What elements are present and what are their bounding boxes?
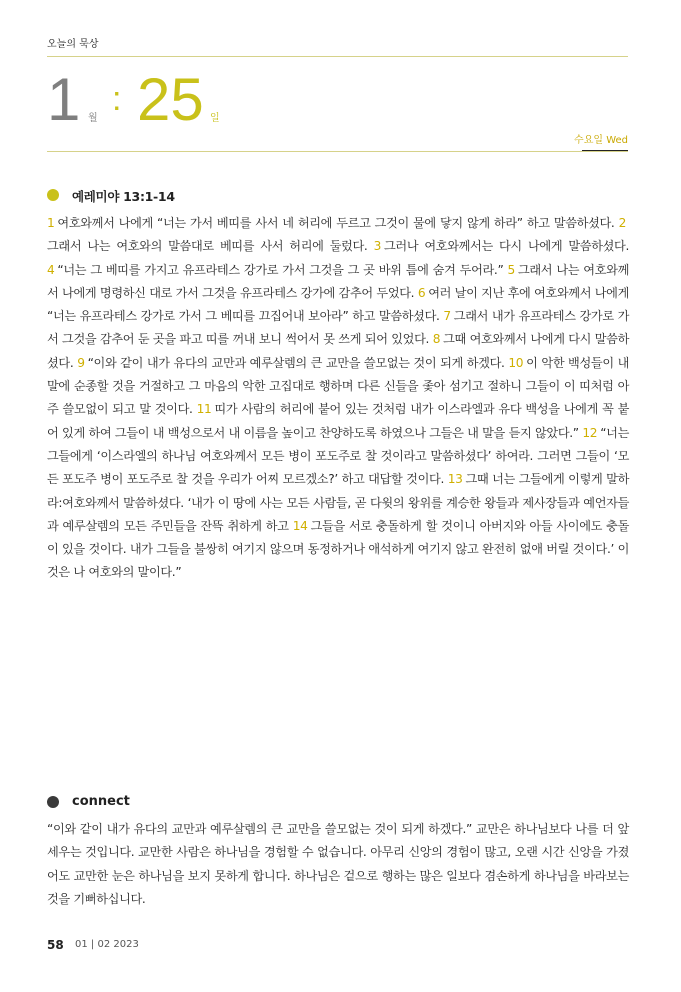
verse-text: 그래서 내가 유프라테스 강가로 가서 그것을 감추어 둔 곳을 파고 띠를 꺼내 보니 썩어서 못 쓰게 되어 있었다. (47, 309, 629, 347)
verse-text: 여러 날이 지난 후에 여호와께서 나에게 “너는 유프라테스 강가로 가서 그 베띠를 끄집어내 보아라” 하고 말씀하셨다. (47, 285, 630, 324)
date-rule (47, 151, 628, 152)
connect-dot-icon (47, 796, 59, 808)
passage-body (47, 212, 629, 585)
connect-body: “이와 같이 내가 유다의 교만과 예루살렘의 큰 교만을 쓸모없는 것이 되게 하겠다.” 교만은 하나님보다 나를 더 앞세우는 것입니다. 교만한 사람은 하나님을 경험할 수 없습니다. 아무리 신앙의 경험이 많고, 오랜 시간 신앙을 가졌어도 교만한 눈은 하나님을 보지 못하게 합니다. 하나님은 겉으로 행하는 많은 일보다 겸손하게 하나님을 바라보는 것을 기뻐하십니다. (47, 822, 629, 906)
verse-number: 11 (196, 402, 212, 417)
verse-text: 띠가 사람의 허리에 붙어 있는 것처럼 내가 이스라엘과 유다 백성을 나에게 꼭 붙어 있게 하여 그들이 내 백성으로서 내 이름을 높이고 찬양하도록 하였으나 그들은 내 말을 듣지 않았다.” (47, 402, 629, 440)
page-number: 58 (47, 938, 64, 952)
verse-number: 2 (618, 216, 626, 230)
verse-text: “이와 같이 내가 유다의 교만과 예루살렘의 큰 교만을 쓸모없는 것이 되게 하겠다. (87, 355, 505, 370)
verse-text: “너는 그 베띠를 가지고 유프라테스 강가로 가서 그것을 그 곳 바위 틈에 숨겨 두어라.” (57, 262, 504, 277)
verse-text: 그들을 서로 충돌하게 할 것이니 아버지와 아들 사이에도 충돌이 있을 것이다. 내가 그들을 불쌍히 여기지 않으며 동정하거나 애석하게 여기지 않고 완전히 없애 버릴 것이다.’ 이것은 나 여호와의 말이다.” (47, 518, 629, 580)
day-number: 25 (137, 66, 204, 133)
weekday-label: 수요일 Wed (574, 135, 628, 146)
month-unit: 월 (88, 113, 98, 124)
connect-heading: connect (72, 794, 130, 809)
verse-number: 1 (47, 216, 55, 230)
passage-reference: 예레미야 13:1-14 (72, 189, 175, 204)
header-rule (47, 56, 628, 57)
verse-text: 그때 너는 그들에게 이렇게 말하라:여호와께서 말씀하셨다. ‘내가 이 땅에 사는 모든 사람들, 곧 다윗의 왕위를 계승한 왕들과 제사장들과 예언자들과 예루살렘의 모든 주민들을 잔뜩 취하게 하고 (47, 472, 629, 533)
verse-number: 3 (373, 239, 381, 254)
verse-text: 그때 여호와께서 나에게 다시 말씀하셨다. (47, 332, 629, 370)
verse-text: 이 악한 백성들이 내 말에 순종할 것을 거절하고 그 마음의 악한 고집대로 행하며 다른 신들을 좇아 섬기고 절하니 그들이 이 띠처럼 아주 쓸모없이 되고 말 것이다. (47, 355, 629, 417)
verse-number: 8 (432, 332, 441, 347)
verse-number: 6 (417, 285, 426, 300)
verse-number: 4 (47, 262, 55, 277)
verse-number: 14 (292, 518, 308, 533)
verse-number: 9 (77, 355, 85, 370)
date-separator: : (112, 80, 122, 118)
verse-number: 7 (443, 309, 451, 324)
verse-text: 그래서 나는 여호와의 말씀대로 베띠를 사서 허리에 둘렀다. (47, 239, 368, 254)
verse-number: 10 (508, 355, 524, 370)
verse-number: 5 (507, 262, 515, 277)
verse-text: 그러나 여호와께서는 다시 나에게 말씀하셨다. (383, 239, 629, 254)
month-number: 1 (47, 66, 81, 133)
verse-text: 여호와께서 나에게 “너는 가서 베띠를 사서 네 허리에 두르고 그것이 물에 닿지 않게 하라” 하고 말씀하셨다. (57, 216, 615, 230)
issue-date: 01 | 02 2023 (75, 939, 139, 950)
verse-number: 12 (582, 425, 598, 440)
verse-number: 13 (447, 472, 463, 487)
day-unit: 일 (210, 113, 220, 124)
verse-text: 그래서 나는 여호와께서 나에게 명령하신 대로 가서 그것을 유프라테스 강가에 감추어 두었다. (47, 262, 629, 300)
verse-text: “너는 그들에게 ‘이스라엘의 하나님 여호와께서 모든 병이 포도주로 찰 것이라고 말씀하셨다’ 하여라. 그러면 그들이 ‘모든 포도주 병이 포도주로 찰 것을 우리가 어찌 모르겠소?’ 하고 대답할 것이다. (47, 425, 630, 487)
bullet-dot-icon (47, 189, 59, 201)
section-label: 오늘의 묵상 (47, 39, 99, 50)
